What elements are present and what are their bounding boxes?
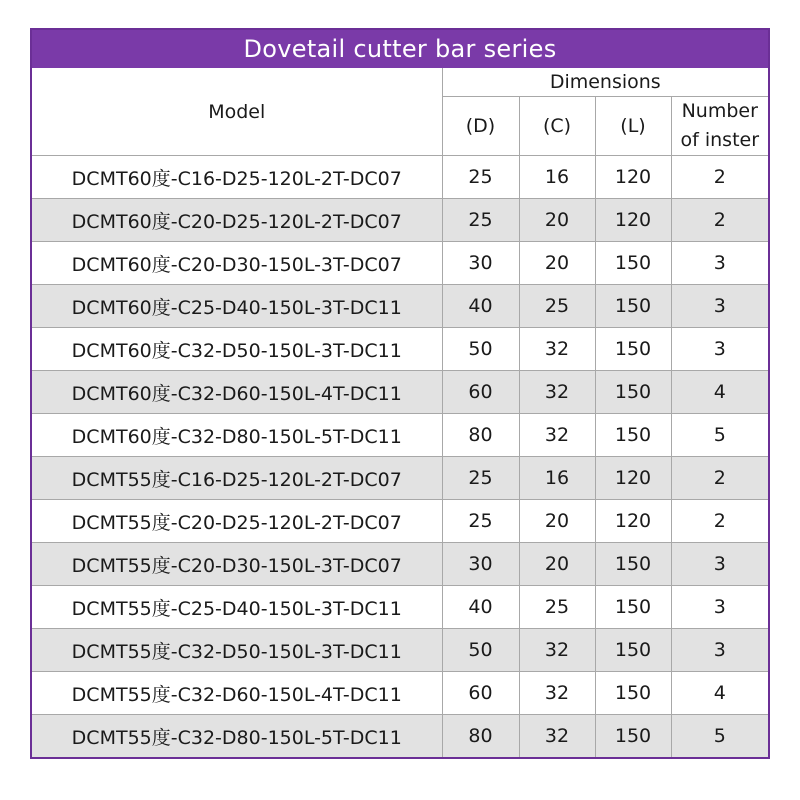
cell-model: DCMT60度-C20-D25-120L-2T-DC07 [32, 199, 442, 242]
cell-number-of-inserts: 5 [671, 715, 768, 758]
cell-l: 150 [595, 543, 671, 586]
cell-c: 25 [519, 586, 595, 629]
cell-c: 32 [519, 328, 595, 371]
table-row [32, 672, 768, 715]
table-row [32, 285, 768, 328]
cell-d: 30 [442, 242, 519, 285]
cell-model: DCMT60度-C25-D40-150L-3T-DC11 [32, 285, 442, 328]
cell-l: 150 [595, 285, 671, 328]
cell-d: 25 [442, 500, 519, 543]
table-row [32, 543, 768, 586]
cell-number-of-inserts: 3 [671, 629, 768, 672]
cell-c: 20 [519, 500, 595, 543]
cell-model: DCMT60度-C32-D50-150L-3T-DC11 [32, 328, 442, 371]
table-row [32, 156, 768, 199]
cell-model: DCMT60度-C32-D60-150L-4T-DC11 [32, 371, 442, 414]
cell-c: 16 [519, 156, 595, 199]
cell-c: 16 [519, 457, 595, 500]
table-row [32, 199, 768, 242]
cell-d: 50 [442, 629, 519, 672]
spec-table [32, 68, 768, 757]
cell-l: 120 [595, 500, 671, 543]
header-d: (D) [442, 97, 519, 156]
cell-c: 32 [519, 715, 595, 758]
header-number-line2: of inster [680, 129, 760, 151]
cell-model: DCMT60度-C16-D25-120L-2T-DC07 [32, 156, 442, 199]
header-dimensions: Dimensions [442, 68, 768, 97]
cell-number-of-inserts: 5 [671, 414, 768, 457]
cell-d: 60 [442, 371, 519, 414]
cell-model: DCMT55度-C25-D40-150L-3T-DC11 [32, 586, 442, 629]
cell-l: 120 [595, 457, 671, 500]
cell-d: 80 [442, 715, 519, 758]
table-row [32, 328, 768, 371]
table-row [32, 371, 768, 414]
cell-c: 20 [519, 199, 595, 242]
table-title: Dovetail cutter bar series [32, 30, 768, 68]
cell-c: 32 [519, 414, 595, 457]
cell-number-of-inserts: 2 [671, 199, 768, 242]
cell-model: DCMT55度-C20-D25-120L-2T-DC07 [32, 500, 442, 543]
cell-l: 150 [595, 586, 671, 629]
cell-number-of-inserts: 4 [671, 672, 768, 715]
cell-number-of-inserts: 3 [671, 328, 768, 371]
cell-d: 25 [442, 199, 519, 242]
cell-model: DCMT60度-C32-D80-150L-5T-DC11 [32, 414, 442, 457]
table-row [32, 586, 768, 629]
cell-d: 40 [442, 586, 519, 629]
cell-c: 32 [519, 629, 595, 672]
cell-l: 150 [595, 328, 671, 371]
cell-c: 32 [519, 672, 595, 715]
table-body [32, 156, 768, 758]
cell-number-of-inserts: 3 [671, 285, 768, 328]
cell-number-of-inserts: 2 [671, 156, 768, 199]
cell-number-of-inserts: 2 [671, 457, 768, 500]
cell-l: 150 [595, 715, 671, 758]
cell-l: 150 [595, 629, 671, 672]
cell-number-of-inserts: 3 [671, 242, 768, 285]
header-number-of-inserts [671, 97, 768, 156]
cell-model: DCMT55度-C32-D50-150L-3T-DC11 [32, 629, 442, 672]
cell-l: 150 [595, 242, 671, 285]
cell-model: DCMT55度-C32-D60-150L-4T-DC11 [32, 672, 442, 715]
table-row [32, 715, 768, 758]
header-number-line1: Number [681, 100, 758, 122]
cell-model: DCMT55度-C16-D25-120L-2T-DC07 [32, 457, 442, 500]
cell-l: 120 [595, 199, 671, 242]
spec-table-frame [30, 28, 770, 759]
table-row [32, 500, 768, 543]
table-row [32, 629, 768, 672]
cell-number-of-inserts: 2 [671, 500, 768, 543]
table-row [32, 414, 768, 457]
cell-number-of-inserts: 3 [671, 543, 768, 586]
cell-model: DCMT55度-C20-D30-150L-3T-DC07 [32, 543, 442, 586]
table-row [32, 457, 768, 500]
cell-l: 150 [595, 672, 671, 715]
cell-number-of-inserts: 3 [671, 586, 768, 629]
cell-d: 25 [442, 156, 519, 199]
table-row [32, 242, 768, 285]
cell-l: 150 [595, 371, 671, 414]
cell-c: 32 [519, 371, 595, 414]
cell-d: 50 [442, 328, 519, 371]
cell-d: 60 [442, 672, 519, 715]
cell-c: 20 [519, 543, 595, 586]
header-model: Model [32, 68, 442, 156]
cell-d: 30 [442, 543, 519, 586]
cell-model: DCMT55度-C32-D80-150L-5T-DC11 [32, 715, 442, 758]
header-l: (L) [595, 97, 671, 156]
header-c: (C) [519, 97, 595, 156]
cell-d: 80 [442, 414, 519, 457]
cell-number-of-inserts: 4 [671, 371, 768, 414]
cell-model: DCMT60度-C20-D30-150L-3T-DC07 [32, 242, 442, 285]
cell-c: 20 [519, 242, 595, 285]
cell-d: 25 [442, 457, 519, 500]
cell-d: 40 [442, 285, 519, 328]
cell-l: 150 [595, 414, 671, 457]
cell-l: 120 [595, 156, 671, 199]
cell-c: 25 [519, 285, 595, 328]
